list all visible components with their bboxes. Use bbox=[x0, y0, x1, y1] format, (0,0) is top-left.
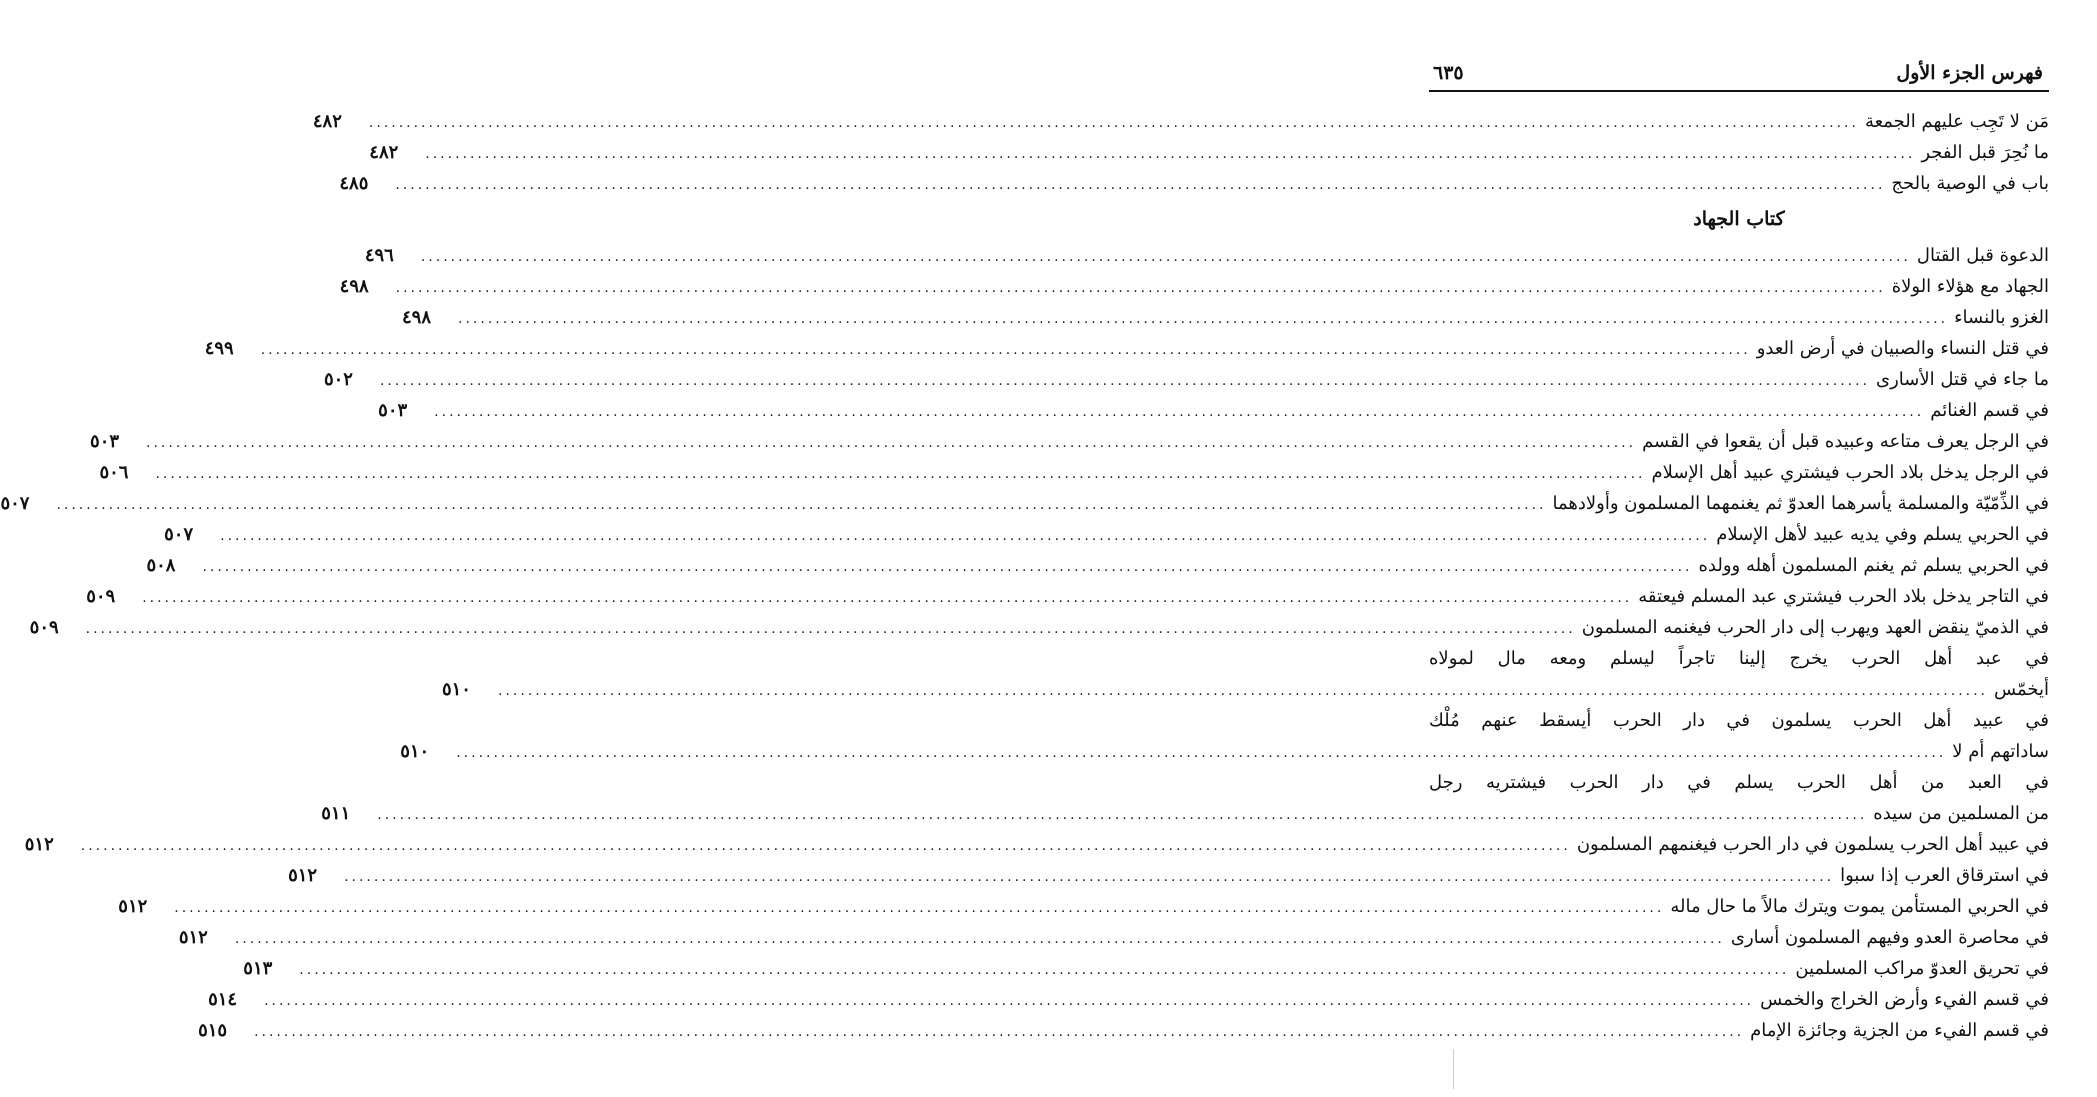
entry-title: الغزو بالنساء bbox=[1954, 307, 2049, 328]
leader-dots: ........................................................................................................................................................................................................ bbox=[254, 1024, 1745, 1040]
entry-title: ما نُحِرَ قبل الفجر bbox=[1921, 142, 2049, 163]
entry-title: ما جاء في قتل الأسارى bbox=[1876, 369, 2049, 390]
index-entry bbox=[369, 137, 2049, 168]
entry-title: في الرجل يدخل بلاد الحرب فيشتري عبيد أهل الإسلام bbox=[1651, 462, 2049, 483]
entry-title: في محاصرة العدو وفيهم المسلمون أسارى bbox=[1730, 927, 2049, 948]
index-entry bbox=[118, 891, 2049, 922]
leader-dots: ........................................................................................................................................................................................................ bbox=[174, 900, 1665, 916]
leader-dots: ........................................................................................................................................................................................................ bbox=[379, 373, 1871, 389]
entry-page: ٥٠٣ bbox=[90, 431, 120, 452]
entry-title: في قسم الفيء وأرض الخراج والخمس bbox=[1760, 989, 2049, 1010]
entry-page: ٥٠٩ bbox=[29, 617, 59, 638]
entry-title: في الحربي يسلم وفي يديه عبيد لأهل الإسلام bbox=[1716, 524, 2049, 545]
entry-page: ٥١١ bbox=[321, 803, 351, 824]
running-header bbox=[1429, 56, 2049, 92]
entry-title: الجهاد مع هؤلاء الولاة bbox=[1891, 276, 2049, 297]
index-entry bbox=[178, 922, 2049, 953]
leader-dots: ........................................................................................................................................................................................................ bbox=[458, 311, 1949, 327]
index-entry bbox=[164, 519, 2049, 550]
leader-dots: ........................................................................................................................................................................................................ bbox=[155, 466, 1646, 482]
index-entry bbox=[312, 106, 2049, 137]
entry-page: ٥١٤ bbox=[208, 989, 238, 1010]
leader-dots: ........................................................................................................................................................................................................ bbox=[299, 962, 1790, 978]
leader-dots: ........................................................................................................................................................................................................ bbox=[260, 342, 1751, 358]
entry-title: في استرقاق العرب إذا سبوا bbox=[1840, 865, 2049, 886]
index-entry bbox=[243, 953, 2049, 984]
entry-title-line2: ساداتهم أم لا bbox=[1952, 741, 2049, 762]
index-entry bbox=[378, 395, 2049, 426]
leader-dots: ........................................................................................................................................................................................................ bbox=[395, 177, 1886, 193]
leader-dots: ........................................................................................................................................................................................................ bbox=[420, 249, 1911, 265]
entry-title: باب في الوصية بالحج bbox=[1891, 173, 2049, 194]
leader-dots: ........................................................................................................................................................................................................ bbox=[85, 621, 1576, 637]
leader-dots: ........................................................................................................................................................................................................ bbox=[56, 497, 1547, 513]
entry-page: ٤٨٥ bbox=[339, 173, 369, 194]
index-entry bbox=[364, 240, 2049, 271]
leader-dots: ........................................................................................................................................................................................................ bbox=[264, 993, 1755, 1009]
entry-title-line2: من المسلمين من سيده bbox=[1873, 803, 2049, 824]
leader-dots: ........................................................................................................................................................................................................ bbox=[234, 931, 1725, 947]
index-entry-multiline bbox=[400, 705, 2049, 767]
leader-dots: ........................................................................................................................................................................................................ bbox=[434, 404, 1925, 420]
index-entry bbox=[339, 168, 2049, 199]
index-entry bbox=[0, 488, 2049, 519]
index-entry bbox=[99, 457, 2049, 488]
entry-title: في الذميّ ينقض العهد ويهرب إلى دار الحرب فيغنمه المسلمون bbox=[1581, 617, 2049, 638]
entry-page: ٥١٢ bbox=[178, 927, 208, 948]
index-entry bbox=[24, 829, 2049, 860]
index-entry bbox=[146, 550, 2049, 581]
header-title: فهرس الجزء الأول bbox=[1896, 62, 2043, 84]
page-edge-mark bbox=[1453, 1049, 1454, 1089]
entry-page: ٤٩٩ bbox=[204, 338, 234, 359]
leader-dots: ........................................................................................................................................................................................................ bbox=[142, 590, 1633, 606]
leader-dots: ........................................................................................................................................................................................................ bbox=[395, 280, 1886, 296]
index-entry bbox=[90, 426, 2049, 457]
entry-title-line1: في عبد أهل الحرب يخرج إلينا تاجراً ليسلم ومعه مال لمولاه bbox=[1429, 648, 2049, 669]
index-entry bbox=[198, 1015, 2049, 1046]
header-page-number: ٦٣٥ bbox=[1433, 62, 1464, 84]
leader-dots: ........................................................................................................................................................................................................ bbox=[146, 435, 1637, 451]
entry-page: ٥٠٦ bbox=[99, 462, 129, 483]
index-entries bbox=[0, 106, 2049, 1046]
entry-title: في الحربي يسلم ثم يغنم المسلمون أهله وولده bbox=[1698, 555, 2049, 576]
leader-dots: ........................................................................................................................................................................................................ bbox=[377, 807, 1868, 823]
entry-title: الدعوة قبل القتال bbox=[1916, 245, 2049, 266]
entry-title: في قتل النساء والصبيان في أرض العدو bbox=[1756, 338, 2049, 359]
index-entry bbox=[204, 333, 2049, 364]
entry-page: ٥١٢ bbox=[288, 865, 318, 886]
index-entry bbox=[86, 581, 2049, 612]
entry-page: ٥٠٢ bbox=[323, 369, 353, 390]
entry-page: ٥١٣ bbox=[243, 958, 273, 979]
entry-title-line1: في عبيد أهل الحرب يسلمون في دار الحرب أيسقط عنهم مُلْك bbox=[1429, 710, 2049, 731]
leader-dots: ........................................................................................................................................................................................................ bbox=[220, 528, 1711, 544]
leader-dots: ........................................................................................................................................................................................................ bbox=[425, 146, 1916, 162]
entry-page: ٥٠٧ bbox=[164, 524, 194, 545]
entry-page: ٥١٠ bbox=[441, 679, 471, 700]
entry-page: ٥١٢ bbox=[24, 834, 54, 855]
entry-title: في عبيد أهل الحرب يسلمون في دار الحرب فيغنمهم المسلمون bbox=[1576, 834, 2049, 855]
leader-dots: ........................................................................................................................................................................................................ bbox=[368, 115, 1859, 131]
leader-dots: ........................................................................................................................................................................................................ bbox=[344, 869, 1835, 885]
entry-page: ٥١٥ bbox=[198, 1020, 228, 1041]
entry-title-line1: في العبد من أهل الحرب يسلم في دار الحرب فيشتريه رجل bbox=[1429, 772, 2049, 793]
index-entry bbox=[339, 271, 2049, 302]
index-entry-multiline bbox=[441, 643, 2049, 705]
entry-page: ٥٠٨ bbox=[146, 555, 176, 576]
entry-title: في قسم الفيء من الجزية وجائزة الإمام bbox=[1750, 1020, 2049, 1041]
entry-title: في الحربي المستأمن يموت ويترك مالاً ما حال ماله bbox=[1670, 896, 2049, 917]
entry-page: ٤٩٦ bbox=[364, 245, 394, 266]
leader-dots: ........................................................................................................................................................................................................ bbox=[456, 745, 1947, 761]
index-entry bbox=[29, 612, 2049, 643]
entry-page: ٤٨٢ bbox=[312, 111, 342, 132]
leader-dots: ........................................................................................................................................................................................................ bbox=[202, 559, 1693, 575]
index-entry bbox=[323, 364, 2049, 395]
entry-title-line2: أيخمّس bbox=[1994, 679, 2049, 700]
entry-page: ٤٩٨ bbox=[339, 276, 369, 297]
entry-title: في التاجر يدخل بلاد الحرب فيشتري عبد المسلم فيعتقه bbox=[1638, 586, 2049, 607]
index-entry bbox=[208, 984, 2049, 1015]
entry-page: ٥١٢ bbox=[118, 896, 148, 917]
entry-page: ٤٩٨ bbox=[402, 307, 432, 328]
index-entry bbox=[402, 302, 2049, 333]
entry-page: ٥١٠ bbox=[400, 741, 430, 762]
entry-title: في الرجل يعرف متاعه وعبيده قبل أن يقعوا في القسم bbox=[1642, 431, 2049, 452]
index-entry-multiline bbox=[321, 767, 2049, 829]
section-heading: كتاب الجهاد bbox=[1693, 208, 1785, 230]
entry-page: ٥٠٣ bbox=[378, 400, 408, 421]
entry-page: ٥٠٧ bbox=[0, 493, 30, 514]
entry-title: في الذِّمّيّة والمسلمة يأسرهما العدوّ ثم يغنمهما المسلمون وأولادهما bbox=[1552, 493, 2049, 514]
entry-title: مَن لا تَجِب عليهم الجمعة bbox=[1864, 111, 2049, 132]
entry-title: في قسم الغنائم bbox=[1930, 400, 2049, 421]
entry-page: ٤٨٢ bbox=[369, 142, 399, 163]
leader-dots: ........................................................................................................................................................................................................ bbox=[80, 838, 1571, 854]
index-entry bbox=[288, 860, 2049, 891]
entry-page: ٥٠٩ bbox=[86, 586, 116, 607]
leader-dots: ........................................................................................................................................................................................................ bbox=[497, 683, 1989, 699]
entry-title: في تحريق العدوّ مراكب المسلمين bbox=[1795, 958, 2049, 979]
